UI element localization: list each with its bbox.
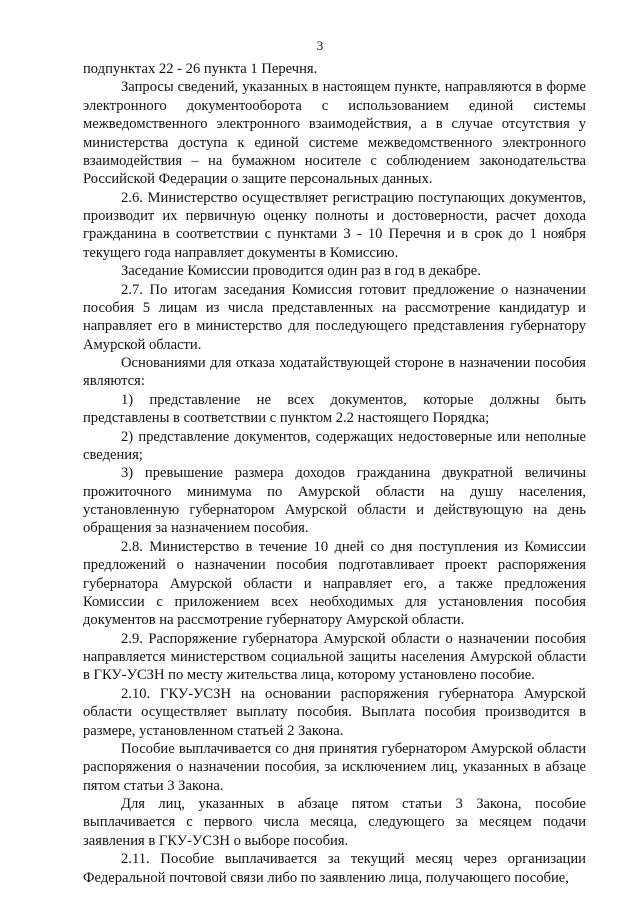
paragraph: подпунктах 22 - 26 пункта 1 Перечня. [83, 61, 318, 77]
paragraph: 2.7. По итогам заседания Комиссия готовит предложение о назначении пособия 5 лицам из числа представленных на рассмотрение кандидатур и направляет его в министерство для последующего представления губернатору Амурской области. [83, 281, 586, 353]
paragraph: 3) превышение размера доходов гражданина двукратной величины прожиточного минимума по Амурской области на душу населения, установленную губернатором Амурской области и действующую на день обращения за назначением пособия. [83, 465, 586, 537]
page-number: 3 [316, 38, 324, 53]
paragraph: Для лиц, указанных в абзаце пятом статьи 3 Закона, пособие выплачивается с первого числа месяца, следующего за месяцем подачи заявления в ГКУ-УСЗН о выборе пособия. [83, 796, 586, 849]
paragraph: 2.10. ГКУ-УСЗН на основании распоряжения губернатора Амурской области осуществляет выплату пособия. Выплата пособия производится в размере, установленном статьей 2 Закона. [83, 685, 586, 739]
paragraph: 2.6. Министерство осуществляет регистрацию поступающих документов, производит их первичную оценку полноты и достоверности, расчет дохода гражданина в соответствии с пунктами 3 - 10 Перечня и в срок до 1 ноября текущего года направляет документы в Комиссию. [83, 189, 586, 261]
paragraph: 2.9. Распоряжение губернатора Амурской области о назначении пособия направляется министерством социальной защиты населения Амурской области в ГКУ-УСЗН по месту жительства лица, которому установлено пособие. [83, 630, 586, 684]
paragraph: Заседание Комиссии проводится один раз в год в декабре. [121, 263, 481, 280]
paragraph: 2) представление документов, содержащих недостоверные или неполные сведения; [83, 428, 586, 463]
paragraph: 2.11. Пособие выплачивается за текущий месяц через организации Федеральной почтовой связи либо по заявлению лица, получающего пособие, [83, 851, 586, 886]
paragraph: Запросы сведений, указанных в настоящем пункте, направляются в форме электронного документооборота с использованием единой системы межведомственного электронного взаимодействия, а в случае отсутствия у министерства доступа к единой системе межведомственного электронного взаимодействия – на бумажном носителе с соблюдением законодательства Российской Федерации о защите персональных данных. [83, 79, 586, 188]
paragraph: Основаниями для отказа ходатайствующей стороне в назначении пособия являются: [83, 355, 586, 390]
paragraph: Пособие выплачивается со дня принятия губернатором Амурской области распоряжения о назначении пособия, за исключением лиц, указанных в абзаце пятом статьи 3 Закона. [83, 740, 586, 794]
paragraph: 1) представление не всех документов, которые должны быть представлены в соответствии с пунктом 2.2 настоящего Порядка; [83, 391, 586, 427]
document-body [83, 60, 586, 887]
paragraph: 2.8. Министерство в течение 10 дней со дня поступления из Комиссии предложений о назначении пособия подготавливает проект распоряжения губернатора Амурской области и направляет его, а также предложения Комиссии с приложением всех необходимых для установления пособия документов на рассмотрение губернатору Амурской области. [83, 538, 586, 629]
